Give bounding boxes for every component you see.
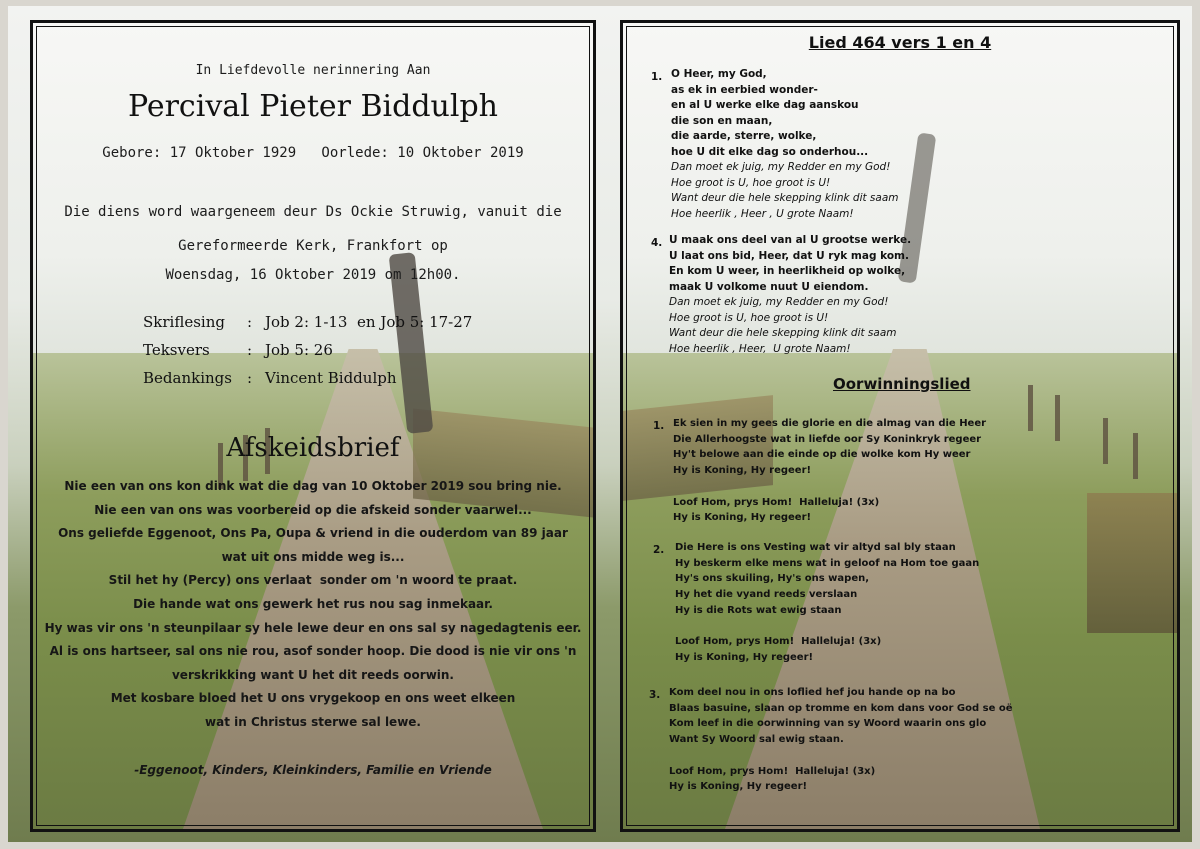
service-line: Die diens word waargeneem deur Ds Ockie Struwig, vanuit die (64, 204, 562, 220)
service-line: Woensdag, 16 Oktober 2019 om 12h00. (165, 267, 461, 283)
verse-line: as ek in eerbied wonder- (671, 83, 818, 96)
song-line: Die Allerhoogste wat in liefde oor Sy Koninkryk regeer (673, 433, 982, 445)
verse-line: Want deur die hele skepping klink dit saam (669, 327, 897, 339)
song-line: Hy't belowe aan die einde op die wolke kom Hy weer (673, 449, 971, 461)
service-line: Gereformeerde Kerk, Frankfort op (178, 238, 448, 254)
song-line: Hy's ons skuiling, Hy's ons wapen, (675, 573, 870, 585)
letter-line: wat uit ons midde weg is... (221, 549, 405, 564)
verse-number: 1. (653, 420, 665, 432)
song-line: Kom leef in die oorwinning van sy Woord waarin ons glo (669, 718, 987, 730)
reading-row (143, 369, 472, 397)
letter-line: Nie een van ons kon dink wat die dag van 10 Oktober 2019 sou bring nie. (64, 479, 562, 493)
dedication-line: In Liefdevolle nerinnering Aan (195, 63, 431, 78)
readings-list (143, 313, 472, 397)
right-panel (620, 20, 1180, 832)
song-line: Hy is die Rots wat ewig staan (675, 604, 842, 616)
deceased-name: Percival Pieter Biddulph (127, 89, 498, 124)
victory-verse-2 (675, 540, 979, 666)
verse-line: Dan moet ek juig, my Redder en my God! (671, 161, 891, 173)
letter-line: Hy was vir ons 'n steunpilaar sy hele lewe deur en ons sal sy nagedagtenis eer. (44, 620, 582, 635)
verse-line: en al U werke elke dag aanskou (671, 99, 859, 111)
hymn-verse-1 (671, 67, 899, 222)
letter-line: Met kosbare bloed het U ons vrygekoop en ons weet elkeen (110, 691, 516, 706)
reading-value: Job 2: 1-13 en Job 5: 17-27 (265, 313, 473, 331)
verse-line: En kom U weer, in heerlikheid op wolke, (669, 265, 906, 277)
reading-label: Bedankings (143, 369, 232, 387)
farewell-letter-title: Afskeidsbrief (226, 433, 400, 463)
verse-line: Hoe heerlik , Heer, U grote Naam! (669, 342, 851, 355)
left-panel (30, 20, 596, 832)
letter-line: Ons geliefde Eggenoot, Ons Pa, Oupa & vriend in die ouderdom van 89 jaar (58, 526, 568, 541)
verse-line: hoe U dit elke dag so onderhou... (671, 145, 869, 158)
hymn-title: Lied 464 vers 1 en 4 (808, 33, 992, 52)
song-line: Want Sy Woord sal ewig staan. (669, 734, 844, 746)
reading-separator: : (247, 313, 253, 331)
verse-line: U maak ons deel van al U grootse werke. (669, 234, 912, 246)
letter-line: verskrikking want U het dit reeds oorwin. (171, 667, 454, 682)
reading-value: Job 5: 26 (265, 341, 333, 359)
birth-death-dates: Gebore: 17 Oktober 1929 Oorlede: 10 Oktober 2019 (102, 145, 524, 161)
letter-line: Al is ons hartseer, sal ons nie rou, asof sonder hoop. Die dood is nie vir ons 'n (49, 644, 577, 659)
chorus-line: Hy is Koning, Hy regeer! (675, 652, 814, 664)
song-line: Hy het die vyand reeds verslaan (675, 589, 858, 601)
verse-line: die aarde, sterre, wolke, (671, 130, 817, 142)
verse-number: 3. (649, 689, 661, 701)
song-line: Blaas basuine, slaan op tromme en kom dans voor God se oë (669, 702, 1013, 714)
victory-verse-3 (669, 685, 1013, 795)
reading-row (143, 313, 472, 341)
song-line: Die Here is ons Vesting wat vir altyd sal bly staan (675, 542, 956, 553)
verse-line: Hoe groot is U, hoe groot is U! (669, 311, 829, 324)
verse-line: Dan moet ek juig, my Redder en my God! (669, 296, 889, 308)
farewell-letter (43, 475, 583, 735)
chorus-line: Loof Hom, prys Hom! Halleluja! (3x) (669, 765, 876, 777)
verse-number: 4. (651, 237, 663, 249)
song-line: Hy is Koning, Hy regeer! (673, 465, 812, 477)
verse-line: die son en maan, (671, 114, 773, 127)
song-line: Hy beskerm elke mens wat in geloof na Hom toe gaan (675, 557, 980, 569)
verse-line: Hoe heerlik , Heer , U grote Naam! (671, 207, 854, 220)
verse-line: Want deur die hele skepping klink dit saam (671, 192, 899, 204)
reading-separator: : (247, 369, 253, 387)
reading-row (143, 341, 472, 369)
reading-label: Teksvers (143, 341, 210, 359)
chorus-line: Hy is Koning, Hy regeer! (669, 781, 808, 793)
song-line: Kom deel nou in ons loflied hef jou hande op na bo (669, 687, 956, 698)
verse-line: maak U volkome nuut U eiendom. (669, 280, 869, 293)
reading-separator: : (247, 341, 253, 359)
letter-line: Nie een van ons was voorbereid op die afskeid sonder vaarwel... (94, 502, 532, 517)
reading-label: Skriflesing (143, 313, 225, 331)
letter-line: Stil het hy (Percy) ons verlaat sonder om 'n woord te praat. (108, 573, 518, 588)
verse-line: U laat ons bid, Heer, dat U ryk mag kom. (669, 249, 909, 262)
letter-signature: -Eggenoot, Kinders, Kleinkinders, Familie en Vriende (134, 763, 492, 777)
letter-line: Die hande wat ons gewerk het rus nou sag inmekaar. (133, 596, 493, 611)
funeral-program-sheet (8, 6, 1192, 842)
reading-value: Vincent Biddulph (265, 369, 397, 387)
hymn-verse-4 (669, 233, 911, 357)
victory-verse-1 (673, 416, 986, 526)
verse-line: O Heer, my God, (671, 68, 767, 80)
verse-number: 1. (651, 71, 663, 83)
letter-line: wat in Christus sterwe sal lewe. (205, 714, 421, 729)
verse-number: 2. (653, 544, 665, 556)
chorus-line: Loof Hom, prys Hom! Halleluja! (3x) (675, 636, 882, 648)
song-line: Ek sien in my gees die glorie en die almag van die Heer (673, 418, 987, 429)
verse-line: Hoe groot is U, hoe groot is U! (671, 176, 831, 189)
victory-song-title: Oorwinningslied (833, 375, 971, 393)
chorus-line: Loof Hom, prys Hom! Halleluja! (3x) (673, 496, 880, 508)
chorus-line: Hy is Koning, Hy regeer! (673, 512, 812, 524)
